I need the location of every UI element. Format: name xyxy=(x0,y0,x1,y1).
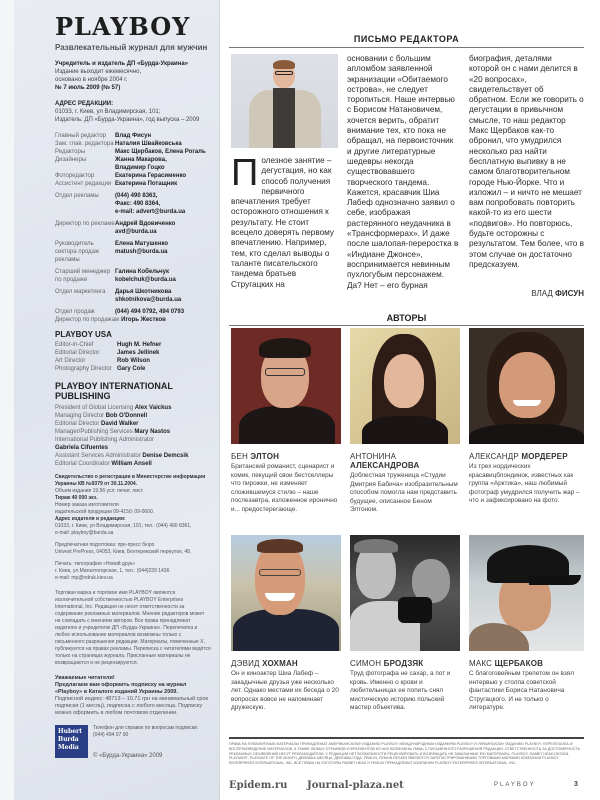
author-bio: Британский романист, сценарист и комик, пекущий свои бестселлеры что пирожки, не изменяет сложившемуся стилю – наше послезавтра, изложенное иронично и... предостерегающе. xyxy=(231,463,338,513)
author-bio: Доблестная труженица «Студии Дмитрия Бабича» изобразительным способом помогла нам представить будущее, описанное Беном Элтоном. xyxy=(350,472,458,514)
contact-email[interactable]: avd@burda.ua xyxy=(115,229,157,235)
publisher-email[interactable]: e-mail: playboy@burda.ua xyxy=(55,530,114,536)
frequency-2: основано в ноябре 2004 г. xyxy=(55,77,128,83)
intl-row: Managing Director Bob O'Donnell xyxy=(55,413,148,419)
contact-email[interactable]: matush@burda.ua xyxy=(115,249,168,255)
letter-title: ПИСЬМО РЕДАКТОРА xyxy=(353,34,460,44)
editor-photo xyxy=(231,54,338,148)
playboy-usa-list xyxy=(55,341,211,373)
tagline: Развлекательный журнал для мужчин xyxy=(55,43,208,52)
playboy-intl-heading: PLAYBOY INTERNATIONAL PUBLISHING xyxy=(55,381,173,401)
staff-row: Photography Director Gary Cole xyxy=(55,366,146,372)
watermark-journal-plaza: Journal-plaza.net xyxy=(307,780,404,791)
staff-row: Главный редактор Влад Фисун xyxy=(55,133,152,139)
intl-row: President of Global Licensing Alex Vaickus xyxy=(55,405,172,411)
intl-row: Assistant Services Administrator Denise Demcsik xyxy=(55,453,189,459)
subscription-heading: Уважаемые читатели! xyxy=(55,675,115,681)
author-card xyxy=(231,535,341,713)
authors-title: АВТОРЫ xyxy=(386,313,427,323)
content-column xyxy=(229,0,591,800)
subscription-info xyxy=(55,675,211,717)
printer-email[interactable]: e-mail: mp@ndruk.kiev.ua xyxy=(55,575,113,581)
frequency-1: Издание выходит ежемесячно, xyxy=(55,69,142,75)
glasses-icon xyxy=(275,71,293,75)
registration-info: Свидетельство о регистрации в Министерстве информации Украины КВ №9379 от 30.11.2004. Объем издания 19,56 усл. печат. лист. Тираж 40 000 экз. Номер заказа изготовителя издательской продукции 09-4150; 09-0600. Адрес издателя и редакции: 01033, г. Киев, ул Владимирская, 101; тел.: (044) 490 8361, e-mail: playboy@burda.ua Предпечатная подготовка: пре-пресс бюро Univest PrePress, 04053, Киев, Бехтеревский переулок, 48. Печать: типография «Новий друк» г. Киев, ул.Магнитогорская, 1, тел.: (044)239 1436 e-mail: mp@ndruk.kiev.ua xyxy=(55,474,211,582)
ads-department: Отдел рекламы (044) 490 8363, Факс: 490 8364, e-mail: advert@burda.ua xyxy=(55,193,186,215)
author-photo xyxy=(350,535,460,651)
author-photo xyxy=(469,328,584,444)
author-bio: С благоговейным трепетом он взял интервью у столпа советской фантастики Бориса Натановича Стругацкого. И не только о литературе. xyxy=(469,670,574,712)
copyright: © «Бурда-Украина» 2009 xyxy=(93,753,163,759)
contact-row: Руководитель сектора продаж рекламы Елена Матушенко matush@burda.ua xyxy=(55,241,169,263)
title-rule xyxy=(229,47,584,48)
contact-email[interactable]: kobelchuk@burda.ua xyxy=(115,277,176,283)
sales-department: Отдел продаж (044) 494 0792, 494 0793 xyxy=(55,309,185,315)
page-footer xyxy=(229,780,591,796)
masthead-column xyxy=(0,0,220,800)
hubert-burda-media-logo: Hubert Burda Media xyxy=(55,725,88,758)
ads-email[interactable]: e-mail: advert@burda.ua xyxy=(115,209,186,215)
staff-row: Editor-in-Chief Hugh M. Hefner xyxy=(55,342,162,348)
editor-signature: ВЛАД ФИСУН xyxy=(531,289,584,298)
author-photo xyxy=(231,328,341,444)
address-heading: АДРЕС РЕДАКЦИИ: xyxy=(55,101,114,107)
author-name: ДЭВИД ХОХМАН xyxy=(231,659,298,668)
subscription-phone: (044) 494 07 90 xyxy=(93,732,129,738)
author-photo xyxy=(231,535,341,651)
burda-block xyxy=(55,725,211,760)
staff-row: Зам. глав. редактора Наталия Швайковська xyxy=(55,141,182,147)
letter-column-2: основании с большим апломбом заявленной экранизации «Обитаемого острова», не следует торопиться. Наше интервью с Борисом Натановичем, хочется верить, обратит внимание тех, кто пока не обращал, на первоисточник и другие литературные шедевры некогда существовавшего творческого тандема. Кажется, красавчик Шиа Лабеф однозначно заявил о себе, изображая растерянного неудачника в «Трансформерах». И даже после шалопая-переростка в «Индиане Джонсе», воспринимается невинным пухлогубым персонажем. Да? Нет – его бурная xyxy=(347,54,459,290)
subscription-phone-label: Телефон для справок по вопросам подписки: xyxy=(93,725,199,731)
author-card xyxy=(350,328,460,515)
camera-icon xyxy=(398,597,432,623)
author-name: БЕН ЭЛТОН xyxy=(231,452,280,461)
author-photo xyxy=(350,328,460,444)
author-bio: Он и киноактер Шиа Лабеф – закадычные друзья уже несколько лет. Однако местами их беседа о 20 вопросах вовсе не напоминает дружескую. xyxy=(231,670,339,712)
subscription-offer: Предлагаем вам оформить подписку на журнал «Playboy» в Каталоге изданий Украины 2009. xyxy=(55,682,187,695)
author-name: СИМОН БРОДЗЯК xyxy=(350,659,424,668)
contact-row: Отдел маркетинга Дарья Шкотникова shkotnikova@burda.ua xyxy=(55,289,182,303)
ads-fax: Факс: 490 8364, xyxy=(115,201,161,207)
disclaimer: Торговая марка и торговое имя PLAYBOY являются исключительной собственностью PLAYBOY Enterprises International, Inc. Редакция не несет ответственности за содержание рекламных материалов. Мнение редакторов может не совпадать с мнением авторов. Все права принадлежат издателю и учредителю ДП «Бурда-Украина». Перепечатка и любое использование материалов возможны только с письменного разрешения редакции. Материалы, помеченные X, публикуются на правах рекламы. Переписка с читателями ведётся только на страницах журнала. Присланные материалы не возвращаются и не рецензируются. xyxy=(55,590,211,666)
address-line-1: 01033, г. Киев, ул Владимирская, 101; xyxy=(55,109,161,115)
author-name: АЛЕКСАНДР МОРДЕРЕР xyxy=(469,452,568,461)
intl-row: Editorial Director David Walker xyxy=(55,421,139,427)
watermark-epidem: Epidem.ru xyxy=(229,780,288,791)
contact-row: Старший менеджер по продаже Галина Кобельчук kobelchuk@burda.ua xyxy=(55,269,176,283)
letter-column-3: биография, деталями которой он с нами делится в «20 вопросах», свидетельствует об обратном. Если же говорить о дегустации в привычном смысле, то наш редактор Макс Щербаков как-то обронил, что умудрился несколько раз найти бесплатную выпивку в не самом благотворительном городе Нью-Йорке. Что и изложил – и ничто не мешает вам попробовать повторить какой-то из его шести «подвигов». Но повторюсь, будьте осторожны с результатом. Тем более, что в этом случае он достаточно предсказуем. xyxy=(469,54,584,269)
staff-list xyxy=(55,132,211,324)
sales-director: Директор по продажам Игорь Жестков xyxy=(55,317,166,323)
staff-row: Фоторедактор Екатерина Герасименко xyxy=(55,173,187,179)
ads-phone: (044) 490 8363, xyxy=(115,193,158,199)
author-card xyxy=(469,535,584,713)
publisher-info xyxy=(55,60,211,92)
staff-row: Редакторы Макс Щербаков, Елена Рогаль xyxy=(55,149,206,155)
staff-row: Art Director Rob Wilson xyxy=(55,358,150,364)
playboy-logo: PLAYBOY xyxy=(55,12,191,41)
subscription-details: Подписной индекс: 48713 – 10,71 грн на минимальный срок подписки (1 месяц), подписка с любого месяца. Подписку можно оформить в любом почтовом отделении. xyxy=(55,696,208,716)
editorial-address xyxy=(55,100,211,124)
staff-row: Дизайнеры Жанна Макарова, xyxy=(55,157,167,163)
letter-column-1: Полезное занятие – дегустация, но как способ получения первичного впечатления требует осторожного отношения к результату. Не стоит всецело доверять первому впечатлению. Например, тем, кто сделал выводы о таланте писательского тандема братьев Стругацких на xyxy=(231,152,334,289)
playboy-usa-heading: PLAYBOY USA xyxy=(55,330,112,339)
staff-row: Владимир Гоцко xyxy=(115,165,165,171)
contact-email[interactable]: shkotnikova@burda.ua xyxy=(115,297,182,303)
author-card xyxy=(469,328,584,506)
author-name: АНТОНИНА АЛЕКСАНДРОВА xyxy=(350,452,420,470)
publisher: Учредитель и издатель ДП «Бурда-Украина» xyxy=(55,61,189,67)
issue-number: № 7 июль 2009 (№ 57) xyxy=(55,85,121,91)
intl-row: Manager/Publishing Services Mary Nastos xyxy=(55,429,171,435)
authors-rule xyxy=(229,325,584,326)
author-name: МАКС ЩЕРБАКОВ xyxy=(469,659,544,668)
page-number: 3 xyxy=(574,781,578,788)
playboy-intl-list xyxy=(55,404,211,468)
intl-row: Editorial Coordinator William Ansell xyxy=(55,461,152,467)
author-card xyxy=(350,535,460,713)
drop-cap: П xyxy=(231,152,259,194)
author-bio: Труд фотографа не сахар, а пот и кровь. Именно о крови и любительницах ее попить снял мистическую историю польский мастер объектива. xyxy=(350,670,451,712)
page-edge xyxy=(0,0,14,800)
author-bio: Из трех нордических красавицблондинок, известных как группа «Арктика», наш любимый фотограф умудрился получить жар – что и зафиксировано на фото. xyxy=(469,463,580,505)
staff-row: Ассистент редакции Екатерина Потащник xyxy=(55,181,178,187)
author-photo xyxy=(469,535,584,651)
footer-brand: PLAYBOY xyxy=(494,782,536,788)
author-card xyxy=(231,328,341,515)
staff-row: Editorial Director James Jellinek xyxy=(55,350,160,356)
copyright-fineprint: ПРАВА НА ПУБЛИКУЕМЫЕ МАТЕРИАЛЫ ПРИНАДЛЕЖАТ АМЕРИКАНСКОМУ ИЗДАНИЮ PLAYBOY, МЕЖДУНАРОДНЫМ ИЗДАНИЯМ PLAYBOY И УКРАИНСКОМУ ИЗДАНИЮ PLAYBOY. ПЕРЕПЕЧАТКА И ВОСПРОИЗВЕДЕНИЕ МАТЕРИАЛОВ, А ТАКЖЕ ЛЮБЫХ ОТРЫВКОВ И ФРАГМЕНТОВ ИЗ НИХ ВОЗМОЖНЫ ЛИШЬ С ПИСЬМЕННОГО РАЗРЕШЕНИЯ РЕДАКЦИИ. ОТВЕТСТВЕННОСТЬ ЗА ДОСТОВЕРНОСТЬ РЕКЛАМНЫХ ОБЪЯВЛЕНИЙ НЕСУТ РЕКЛАМОДАТЕЛИ. У РЕДАКЦИИ НЕТ ВОЗМОЖНОСТИ РЕЦЕНЗИРОВАТЬ И ВОЗВРАЩАТЬ НЕ ЗАКАЗАННЫЕ ЕЮ МАТЕРИАЛЫ. PLAYBOY, RABBIT HEAD DESIGN, PLAYMATE, PLAYMATE OF THE MONTH, ДЕВУШКА МЕСЯЦА, ДЕВУШКА ГОДА, FEMLIN, FEMLIN DESIGN ЯВЛЯЮТСЯ ЗАРЕГИСТРИРОВАННЫМИ ТОРГОВЫМИ МАРКАМИ КОМПАНИИ PLAYBOY ENTERPRISES INTERNATIONAL, INC. ВСЕ ПРАВА НА ЛОГОТИПЫ RABBIT HEAD И FEMLIN ПРИНАДЛЕЖАТ КОМПАНИИ PLAYBOY ENTERPRISES INTERNATIONAL, INC. xyxy=(229,742,580,766)
contact-row: Директор по рекламе Андрей Вдовиченко avd@burda.ua xyxy=(55,221,176,235)
intl-row: International Publishing Administrator Gabriela Cifuentes xyxy=(55,437,155,451)
address-line-2: Издатель: ДП «Бурда-Украина», год выпуска – 2009 xyxy=(55,117,200,123)
bottom-rule xyxy=(229,737,584,739)
